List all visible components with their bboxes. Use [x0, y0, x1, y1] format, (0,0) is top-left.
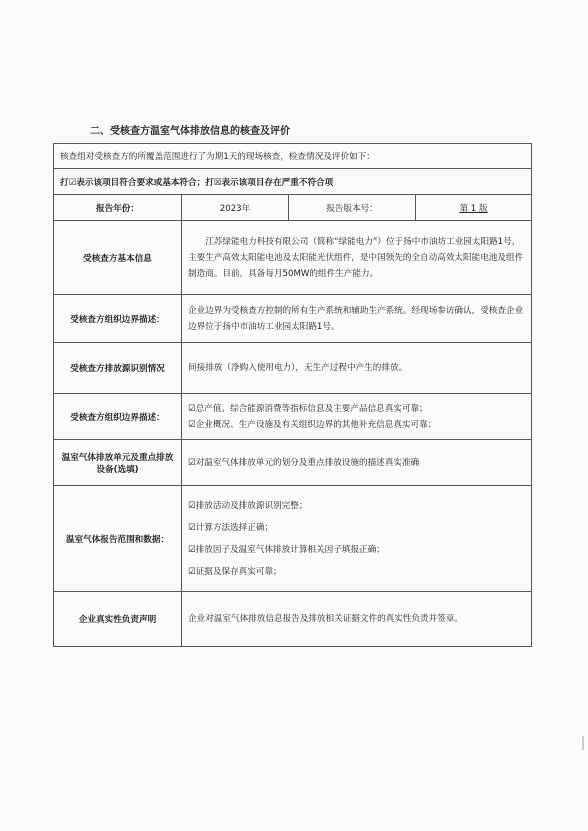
emission-source-label: 受核查方排放源识别情况	[54, 343, 182, 393]
section-title: 二、受核查方温室气体排放信息的核查及评价	[90, 126, 290, 137]
intro-text: 核查组对受核查方的所覆盖范围进行了为期1天的现场核查，检查情况及评价如下：	[60, 152, 375, 162]
ghg-unit-row	[54, 440, 531, 486]
verification-table	[53, 143, 532, 647]
statement-content	[182, 592, 531, 646]
emission-source-content	[182, 343, 531, 393]
legend-text: 打☑表示该项目符合要求或基本符合；打☒表示该项目存在严重不符合项	[60, 177, 334, 188]
statement-text: 企业对温室气体排放信息报告及排放相关证据文件的真实性负责并签章。	[188, 614, 464, 624]
scope-item: ☑计算方法选择正确；	[188, 522, 274, 533]
basic-info-label: 受核查方基本信息	[54, 221, 182, 294]
boundary2-label: 受核查方组织边界描述：	[54, 394, 182, 439]
boundary-text: 企业边界为受核查方控制的所有生产系统和辅助生产系统。经现场参访确认，受核查企业边界位于扬中市油坊工业园太阳路1号。	[188, 305, 524, 332]
report-version-label: 报告版本号：	[289, 195, 416, 220]
basic-info-row	[54, 221, 531, 295]
basic-info-text: 江苏绿能电力科技有限公司（简称“绿能电力”）位于扬中市油坊工业园太阳路1号，主要生产高效太阳能电池及太阳能光伏组件，是中国领先的全自动高效太阳能电池及组件制造商。目前，具备每月50MW的组件生产能力。	[188, 236, 524, 279]
boundary2-item: ☑企业概况、生产设施及有关组织边界的其他补充信息真实可靠；	[188, 419, 437, 430]
ghg-unit-label: 温室气体排放单元及重点排放设备(选填)	[54, 440, 182, 485]
report-year-label: 报告年份：	[54, 195, 182, 220]
statement-label: 企业真实性负责声明	[54, 592, 182, 646]
scan-mark	[582, 736, 584, 750]
scope-item: ☑排放活动及排放源识别完整；	[188, 500, 308, 511]
boundary-row	[54, 295, 531, 343]
intro-row	[54, 144, 531, 169]
report-year-value: 2023年	[182, 195, 289, 220]
scope-label: 温室气体报告范围和数据：	[54, 486, 182, 591]
scope-item: ☑证据及保存真实可靠；	[188, 566, 282, 577]
boundary2-row	[54, 394, 531, 440]
report-year-row	[54, 195, 531, 221]
statement-row	[54, 592, 531, 646]
basic-info-content	[182, 221, 531, 294]
boundary2-content	[182, 394, 531, 439]
scope-content	[182, 486, 531, 591]
emission-source-text: 间接排放（净购入使用电力），无生产过程中产生的排放。	[188, 363, 408, 373]
scope-row	[54, 486, 531, 592]
ghg-unit-text: ☑对温室气体排放单元的划分及重点排放设施的描述真实准确	[188, 457, 420, 468]
report-version-value	[416, 195, 531, 220]
boundary2-item: ☑总产值、综合能源消费等指标信息及主要产品信息真实可靠；	[188, 403, 428, 414]
scope-item: ☑排放因子及温室气体排放计算相关因子填报正确；	[188, 544, 385, 555]
legend-row	[54, 169, 531, 195]
emission-source-row	[54, 343, 531, 394]
report-version-text: 第 1 版	[459, 203, 488, 214]
boundary-label: 受核查方组织边界描述：	[54, 295, 182, 342]
ghg-unit-content	[182, 440, 531, 485]
boundary-content	[182, 295, 531, 342]
